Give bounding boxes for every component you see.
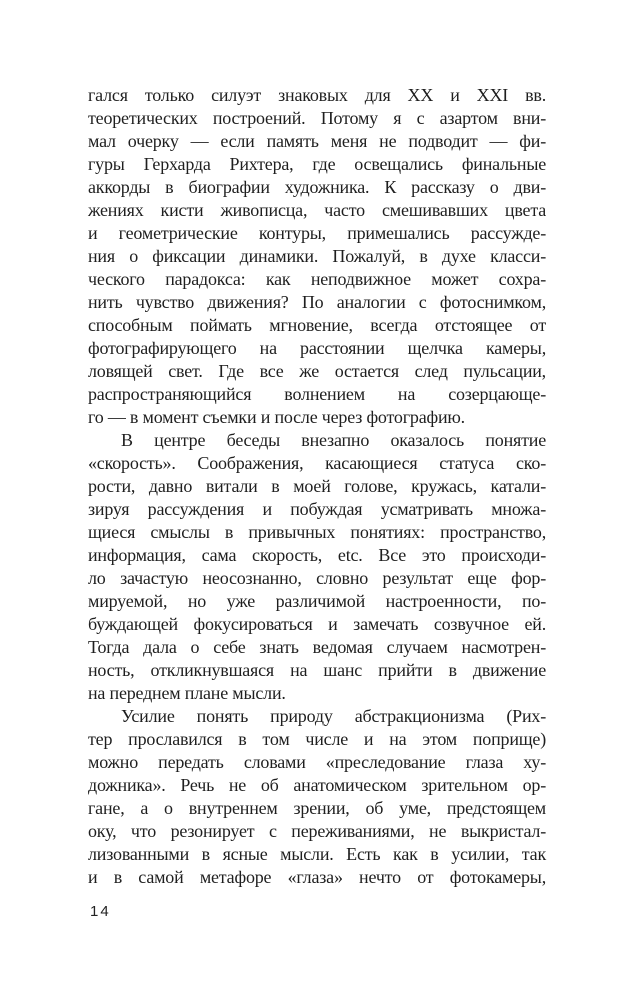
text-line: мируемой, но уже различимой настроенности, по-: [88, 591, 546, 611]
text-line: го — в момент съемки и после через фотографию.: [88, 407, 465, 427]
text-line: мал очерку — если память меня не подводит — фи-: [88, 131, 546, 151]
text-line: можно передать словами «преследование глаза ху-: [88, 752, 546, 772]
text-line: дожника». Речь не об анатомическом зрительном ор-: [88, 775, 546, 795]
text-line: ло зачастую неосознанно, словно результат еще фор-: [88, 568, 546, 588]
text-line: рости, давно витали в моей голове, кружась, катали-: [88, 476, 546, 496]
text-line: нить чувство движения? По аналогии с фотоснимком,: [88, 292, 546, 312]
text-line: на переднем плане мысли.: [88, 683, 286, 703]
text-line: аккорды в биографии художника. К рассказу о дви-: [88, 177, 546, 197]
text-line: теоретических построений. Потому я с азартом вни-: [88, 108, 546, 128]
text-line: В центре беседы внезапно оказалось понятие: [121, 430, 546, 450]
text-line: ность, откликнувшаяся на шанс прийти в движение: [88, 660, 546, 680]
text-line: ческого парадокса: как неподвижное может сохра-: [88, 269, 546, 289]
page-number: 14: [90, 903, 111, 920]
text-line: тер прославился в том числе и на этом поприще): [88, 729, 546, 749]
text-line: гался только силуэт знаковых для XX и XXI вв.: [88, 85, 546, 105]
text-line: оку, что резонирует с переживаниями, не выкристал-: [88, 821, 546, 841]
text-line: Усилие понять природу абстракционизма (Рих-: [121, 706, 546, 726]
text-line: буждающей фокусироваться и замечать созвучное ей.: [88, 614, 546, 634]
text-line: и в самой метафоре «глаза» нечто от фотокамеры,: [88, 867, 546, 887]
paragraph: [88, 705, 546, 889]
text-line: способным поймать мгновение, всегда отстоящее от: [88, 315, 546, 335]
body-text: [88, 84, 546, 889]
text-line: гуры Герхарда Рихтера, где освещались финальные: [88, 154, 546, 174]
text-line: щиеся смыслы в привычных понятиях: пространство,: [88, 522, 546, 542]
text-line: ловящей свет. Где все же остается след пульсации,: [88, 361, 546, 381]
text-line: информация, сама скорость, etc. Все это происходи-: [88, 545, 546, 565]
text-line: гане, а о внутреннем зрении, об уме, предстоящем: [88, 798, 546, 818]
text-line: Тогда дала о себе знать ведомая случаем насмотрен-: [88, 637, 546, 657]
text-line: зируя рассуждения и побуждая усматривать множа-: [88, 499, 546, 519]
paragraph: [88, 84, 546, 429]
text-line: лизованными в ясные мысли. Есть как в усилии, так: [88, 844, 546, 864]
text-line: «скорость». Соображения, касающиеся статуса ско-: [88, 453, 546, 473]
text-line: жениях кисти живописца, часто смешивавших цвета: [88, 200, 546, 220]
text-line: и геометрические контуры, примешались рассужде-: [88, 223, 546, 243]
paragraph: [88, 429, 546, 705]
text-line: распространяющийся волнением на созерцающе-: [88, 384, 546, 404]
text-line: фотографирующего на расстоянии щелчка камеры,: [88, 338, 546, 358]
text-line: ния о фиксации динамики. Пожалуй, в духе класси-: [88, 246, 546, 266]
